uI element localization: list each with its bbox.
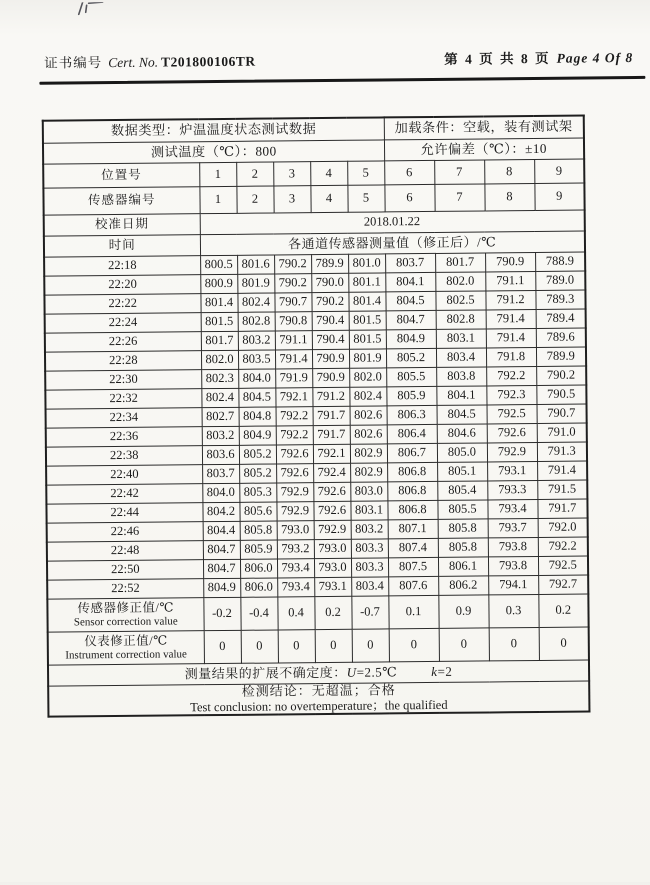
uncertainty-prefix: 测量结果的扩展不确定度： [185, 665, 347, 682]
value-cell: 802.8 [436, 310, 486, 329]
correction-cell: 0 [489, 627, 539, 660]
sensor-cell: 3 [273, 186, 310, 213]
value-cell: 791.5 [537, 480, 587, 499]
instrument-correction-label-cell [48, 631, 204, 665]
value-cell: 802.5 [435, 291, 485, 310]
value-cell: 790.9 [312, 368, 349, 387]
position-cell: 6 [384, 160, 434, 184]
allowed-deviation-cell: 允许偏差（℃）：±10 [384, 138, 584, 161]
page-header [44, 46, 633, 72]
value-cell: 805.5 [386, 367, 436, 386]
value-cell: 802.0 [435, 272, 485, 291]
time-cell: 22:32 [45, 389, 201, 409]
value-cell: 803.5 [238, 350, 275, 369]
value-cell: 793.8 [488, 537, 538, 556]
value-cell: 802.9 [350, 444, 387, 463]
value-cell: 806.7 [387, 443, 437, 462]
value-cell: 805.5 [437, 500, 487, 519]
sensor-cell: 7 [434, 184, 484, 211]
instrument-correction-row [48, 627, 589, 665]
value-cell: 801.4 [200, 293, 237, 312]
value-cell: 804.1 [436, 386, 486, 405]
value-cell: 802.9 [350, 463, 387, 482]
value-cell: 790.4 [312, 311, 349, 330]
value-cell: 793.2 [277, 540, 314, 559]
value-cell: 804.7 [203, 559, 240, 578]
conclusion-cell [48, 681, 589, 717]
value-cell: 804.9 [239, 426, 276, 445]
cert-label-zh: 证书编号 [44, 55, 102, 71]
value-cell: 791.4 [486, 309, 536, 328]
value-cell: 805.6 [239, 502, 276, 521]
value-cell: 801.5 [349, 311, 386, 330]
header-rule [39, 76, 645, 85]
value-cell: 805.9 [386, 386, 436, 405]
position-cell: 5 [347, 161, 384, 185]
value-cell: 792.6 [276, 464, 313, 483]
sensor-label-cell: 传感器编号 [43, 187, 199, 215]
value-cell: 803.7 [385, 253, 435, 272]
value-cell: 802.3 [201, 369, 238, 388]
value-cell: 793.0 [314, 558, 351, 577]
value-cell: 801.1 [348, 273, 385, 292]
value-cell: 801.0 [348, 254, 385, 273]
value-cell: 802.0 [201, 350, 238, 369]
value-cell: 791.2 [312, 387, 349, 406]
value-cell: 807.6 [388, 576, 438, 595]
value-cell: 789.6 [536, 328, 586, 347]
position-cell: 3 [273, 162, 310, 186]
value-cell: 805.4 [437, 481, 487, 500]
value-cell: 807.5 [388, 557, 438, 576]
value-cell: 790.5 [536, 385, 586, 404]
load-condition-cell: 加载条件：空载，装有测试架 [384, 116, 584, 140]
time-cell: 22:44 [46, 503, 202, 523]
value-cell: 801.9 [237, 274, 274, 293]
sensor-cell: 6 [384, 184, 434, 211]
value-cell: 805.3 [239, 483, 276, 502]
value-cell: 790.9 [312, 349, 349, 368]
value-cell: 804.0 [238, 369, 275, 388]
value-cell: 804.1 [385, 272, 435, 291]
value-cell: 807.4 [388, 538, 438, 557]
value-cell: 793.8 [488, 556, 538, 575]
value-cell: 803.8 [436, 367, 486, 386]
value-cell: 792.3 [486, 385, 536, 404]
time-cell: 22:52 [47, 579, 203, 599]
uncertainty-u-value: =2.5℃ [357, 664, 398, 679]
value-cell: 793.4 [487, 499, 537, 518]
position-cell: 2 [236, 162, 273, 186]
value-cell: 803.1 [436, 329, 486, 348]
value-cell: 805.8 [438, 519, 488, 538]
value-cell: 792.9 [314, 520, 351, 539]
value-cell: 803.2 [202, 426, 239, 445]
sensor-cell: 1 [199, 186, 236, 213]
value-cell: 790.2 [274, 255, 311, 274]
time-cell: 22:30 [45, 370, 201, 390]
value-cell: 800.9 [200, 274, 237, 293]
position-cell: 8 [484, 159, 534, 183]
value-cell: 789.9 [536, 347, 586, 366]
value-cell: 806.0 [240, 578, 277, 597]
certificate-number [44, 50, 256, 72]
value-cell: 806.8 [387, 481, 437, 500]
value-cell: 790.2 [311, 292, 348, 311]
correction-cell: 0 [315, 629, 352, 662]
value-cell: 792.9 [276, 502, 313, 521]
value-cell: 802.7 [202, 407, 239, 426]
conclusion-row [48, 681, 589, 717]
value-cell: 806.2 [438, 576, 488, 595]
value-cell: 792.5 [487, 404, 537, 423]
time-cell: 22:40 [46, 465, 202, 485]
value-cell: 791.1 [275, 331, 312, 350]
value-cell: 801.5 [349, 330, 386, 349]
value-cell: 805.2 [239, 445, 276, 464]
sensor-correction-label-zh: 传感器修正值/℃ [48, 601, 203, 616]
value-cell: 790.4 [312, 330, 349, 349]
value-cell: 793.0 [277, 521, 314, 540]
value-cell: 806.4 [387, 424, 437, 443]
value-cell: 805.1 [437, 462, 487, 481]
value-cell: 789.4 [536, 309, 586, 328]
correction-cell: 0 [241, 630, 278, 663]
time-cell: 22:36 [46, 427, 202, 447]
position-cell: 4 [310, 161, 347, 185]
value-cell: 804.7 [386, 310, 436, 329]
time-cell: 22:22 [44, 294, 200, 314]
value-cell: 804.6 [437, 424, 487, 443]
value-cell: 804.8 [239, 407, 276, 426]
value-cell: 805.2 [386, 348, 436, 367]
value-cell: 792.2 [276, 426, 313, 445]
time-cell: 22:50 [47, 560, 203, 580]
conclusion-en: Test conclusion: no overtemperature；the qualified [49, 696, 588, 716]
time-cell: 22:42 [46, 484, 202, 504]
value-cell: 804.9 [386, 329, 436, 348]
value-cell: 791.4 [486, 328, 536, 347]
time-cell: 22:18 [44, 256, 200, 276]
value-cell: 792.9 [276, 483, 313, 502]
value-cell: 790.2 [536, 366, 586, 385]
value-cell: 792.6 [487, 423, 537, 442]
value-cell: 792.6 [276, 445, 313, 464]
value-cell: 802.6 [350, 406, 387, 425]
value-cell: 792.0 [538, 518, 588, 537]
value-cell: 791.4 [537, 461, 587, 480]
value-cell: 801.4 [348, 292, 385, 311]
value-cell: 803.4 [351, 577, 388, 596]
value-cell: 793.4 [277, 559, 314, 578]
value-cell: 800.5 [200, 255, 237, 274]
value-cell: 789.9 [311, 254, 348, 273]
value-cell: 805.8 [240, 521, 277, 540]
value-cell: 792.2 [486, 366, 536, 385]
value-cell: 792.9 [487, 442, 537, 461]
correction-cell: 0.9 [438, 595, 488, 628]
value-cell: 804.5 [238, 388, 275, 407]
sensor-cell: 8 [484, 183, 534, 210]
correction-cell: 0 [352, 629, 389, 662]
value-cell: 793.3 [487, 480, 537, 499]
value-cell: 805.8 [438, 538, 488, 557]
value-cell: 794.1 [488, 575, 538, 594]
value-cell: 788.9 [535, 252, 585, 271]
value-cell: 805.9 [240, 540, 277, 559]
value-cell: 801.6 [237, 255, 274, 274]
value-cell: 803.6 [202, 445, 239, 464]
correction-cell: 0.1 [388, 595, 438, 628]
conclusion-zh: 检测结论：无超温；合格 [49, 681, 588, 701]
correction-cell: 0 [389, 628, 439, 661]
sensor-cell: 4 [310, 185, 347, 212]
value-cell: 807.1 [388, 519, 438, 538]
sensor-correction-label-en: Sensor correction value [49, 615, 204, 629]
pen-mark [77, 2, 117, 18]
value-cell: 804.4 [203, 521, 240, 540]
value-cell: 805.2 [239, 464, 276, 483]
value-cell: 792.5 [538, 556, 588, 575]
value-cell: 792.2 [538, 537, 588, 556]
value-cell: 804.5 [385, 291, 435, 310]
value-cell: 791.2 [485, 290, 535, 309]
value-cell: 803.1 [350, 501, 387, 520]
position-cell: 9 [534, 159, 584, 183]
correction-cell: 0 [539, 627, 589, 660]
page-number-zh: 第 4 页 共 8 页 [444, 51, 551, 67]
value-cell: 789.3 [535, 290, 585, 309]
time-cell: 22:26 [45, 332, 201, 352]
sensor-cell: 2 [236, 186, 273, 213]
instrument-correction-label-en: Instrument correction value [49, 648, 204, 662]
value-cell: 791.7 [537, 499, 587, 518]
time-cell: 22:20 [44, 275, 200, 295]
value-cell: 803.7 [202, 464, 239, 483]
value-cell: 803.4 [436, 348, 486, 367]
value-cell: 804.2 [202, 502, 239, 521]
value-cell: 806.0 [240, 559, 277, 578]
value-cell: 792.2 [276, 407, 313, 426]
correction-cell: 0.2 [314, 596, 351, 629]
value-cell: 801.7 [435, 253, 485, 272]
correction-cell: 0.4 [277, 597, 314, 630]
value-cell: 791.3 [537, 442, 587, 461]
value-cell: 792.6 [313, 482, 350, 501]
value-cell: 806.8 [387, 500, 437, 519]
value-cell: 805.0 [437, 443, 487, 462]
value-cell: 802.8 [238, 312, 275, 331]
value-cell: 790.0 [311, 273, 348, 292]
correction-cell: -0.7 [351, 596, 388, 629]
value-cell: 802.0 [349, 368, 386, 387]
value-cell: 793.4 [277, 578, 314, 597]
uncertainty-k-symbol: k [431, 664, 437, 679]
value-cell: 790.7 [537, 404, 587, 423]
value-cell: 793.0 [314, 539, 351, 558]
time-cell: 22:34 [46, 408, 202, 428]
value-cell: 792.4 [313, 463, 350, 482]
instrument-correction-label-zh: 仪表修正值/℃ [49, 634, 204, 649]
value-cell: 802.4 [201, 388, 238, 407]
value-cell: 790.7 [274, 293, 311, 312]
value-cell: 804.7 [203, 540, 240, 559]
correction-cell: -0.2 [203, 597, 240, 630]
correction-cell: -0.4 [240, 597, 277, 630]
value-cell: 801.5 [201, 312, 238, 331]
time-label-cell: 时间 [44, 235, 200, 257]
value-cell: 792.6 [313, 501, 350, 520]
value-cell: 802.4 [237, 293, 274, 312]
page-number [444, 46, 633, 68]
value-cell: 791.0 [537, 423, 587, 442]
value-cell: 803.3 [351, 539, 388, 558]
value-cell: 791.8 [486, 347, 536, 366]
correction-cell: 0 [204, 630, 241, 663]
value-cell: 802.4 [349, 387, 386, 406]
value-cell: 790.9 [485, 252, 535, 271]
value-cell: 806.8 [387, 462, 437, 481]
data-type-cell: 数据类型：炉温温度状态测试数据 [43, 117, 384, 143]
page-number-en: Page 4 Of 8 [557, 50, 634, 66]
uncertainty-k-value: =2 [437, 664, 452, 679]
uncertainty-u-symbol: U [347, 665, 357, 680]
value-cell: 793.1 [314, 577, 351, 596]
value-cell: 792.7 [538, 575, 588, 594]
value-cell: 801.9 [349, 349, 386, 368]
value-cell: 804.0 [202, 483, 239, 502]
value-cell: 803.2 [238, 331, 275, 350]
position-cell: 1 [199, 162, 236, 186]
value-cell: 806.3 [387, 405, 437, 424]
value-cell: 791.9 [275, 369, 312, 388]
value-cell: 804.9 [203, 578, 240, 597]
time-cell: 22:28 [45, 351, 201, 371]
time-cell: 22:24 [45, 313, 201, 333]
value-cell: 801.7 [201, 331, 238, 350]
value-cell: 803.2 [351, 520, 388, 539]
value-cell: 790.8 [275, 312, 312, 331]
calibration-date-label-cell: 校准日期 [44, 214, 200, 236]
value-cell: 793.1 [487, 461, 537, 480]
time-cell: 22:48 [47, 541, 203, 561]
value-cell: 791.4 [275, 350, 312, 369]
correction-cell: 0.3 [488, 594, 538, 627]
cert-label-en: Cert. No. [108, 55, 158, 70]
value-cell: 802.6 [350, 425, 387, 444]
value-cell: 793.7 [488, 518, 538, 537]
value-cell: 792.1 [275, 388, 312, 407]
correction-cell: 0.2 [538, 594, 588, 627]
cert-number-value: T201800106TR [161, 54, 256, 70]
value-cell: 791.7 [313, 425, 350, 444]
sensor-correction-label-cell [47, 598, 203, 632]
position-cell: 7 [434, 160, 484, 184]
calibration-date-cell: 2018.01.22 [200, 210, 585, 235]
time-cell: 22:38 [46, 446, 202, 466]
position-label-cell: 位置号 [43, 163, 199, 188]
value-cell: 789.0 [535, 271, 585, 290]
correction-cell: 0 [278, 630, 315, 663]
value-cell: 803.3 [351, 558, 388, 577]
value-cell: 806.1 [438, 557, 488, 576]
value-cell: 803.0 [350, 482, 387, 501]
sensor-cell: 5 [347, 185, 384, 212]
value-cell: 804.5 [437, 405, 487, 424]
sensor-cell: 9 [534, 183, 584, 210]
calibration-data-table [42, 114, 591, 717]
channel-values-header-cell: 各通道传感器测量值（修正后）/℃ [200, 231, 585, 256]
value-cell: 790.2 [274, 274, 311, 293]
correction-cell: 0 [439, 628, 489, 661]
time-cell: 22:46 [47, 522, 203, 542]
test-temperature-cell: 测试温度（℃）：800 [43, 140, 384, 164]
sensor-correction-row [47, 594, 588, 632]
value-cell: 791.1 [485, 271, 535, 290]
value-cell: 792.1 [313, 444, 350, 463]
value-cell: 791.7 [313, 406, 350, 425]
